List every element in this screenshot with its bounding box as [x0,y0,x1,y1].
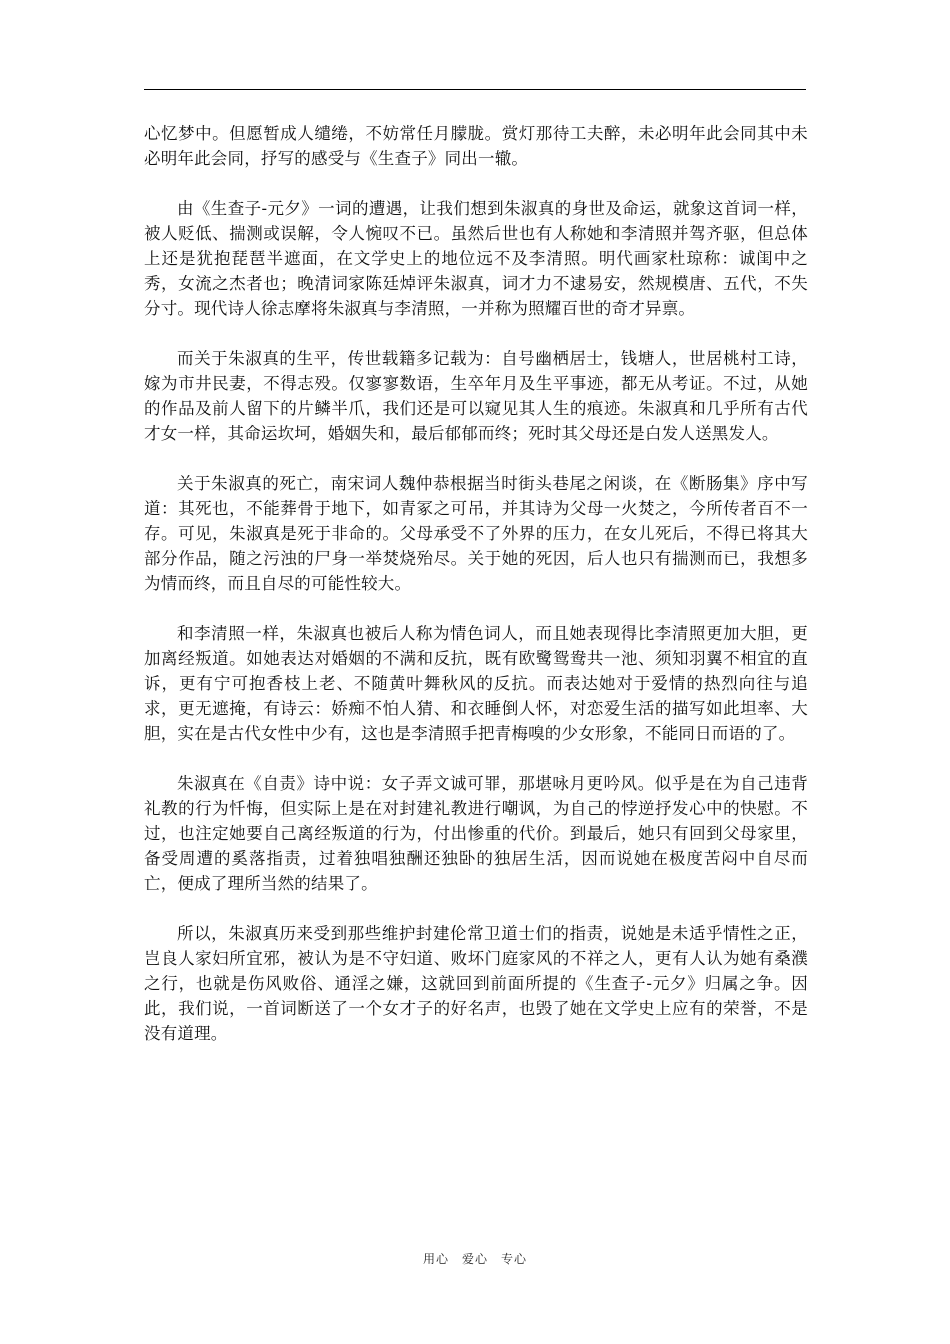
document-body [144,121,808,1071]
paragraph: 由《生查子-元夕》一词的遭遇，让我们想到朱淑真的身世及命运，就象这首词一样，被人贬低、揣测或误解，令人惋叹不已。虽然后世也有人称她和李清照并驾齐驱，但总体上还是犹抱琵琶半遮面，在文学史上的地位远不及李清照。明代画家杜琼称：诚闺中之秀，女流之杰者也；晚清词家陈廷焯评朱淑真，词才力不逮易安，然规模唐、五代，不失分寸。现代诗人徐志摩将朱淑真与李清照，一并称为照耀百世的奇才异禀。 [144,199,808,318]
page-footer: 用心 爱心 专心 [422,1252,527,1266]
paragraph: 和李清照一样，朱淑真也被后人称为情色词人，而且她表现得比李清照更加大胆，更加离经叛道。如她表达对婚姻的不满和反抗，既有欧鹭鸳鸯共一池、须知羽翼不相宜的直诉，更有宁可抱香枝上老、不随黄叶舞秋风的反抗。而表达她对于爱情的热烈向往与追求，更无遮掩，有诗云：娇痴不怕人猜、和衣睡倒人怀，对恋爱生活的描写如此坦率、大胆，实在是古代女性中少有，这也是李清照手把青梅嗅的少女形象，不能同日而语的了。 [144,624,808,743]
paragraph: 朱淑真在《自责》诗中说：女子弄文诚可罪，那堪咏月更吟风。似乎是在为自己违背礼教的行为忏悔，但实际上是在对封建礼教进行嘲讽，为自己的悖逆抒发心中的快慰。不过，也注定她要自己离经叛道的行为，付出惨重的代价。到最后，她只有回到父母家里，备受周遭的奚落指责，过着独唱独酬还独卧的独居生活，因而说她在极度苦闷中自尽而亡，便成了理所当然的结果了。 [144,774,808,893]
paragraph-continuation: 心忆梦中。但愿暂成人缱绻，不妨常任月朦胧。赏灯那待工夫醉，未必明年此会同其中未必明年此会同，抒写的感受与《生查子》同出一辙。 [144,124,808,168]
paragraph: 所以，朱淑真历来受到那些维护封建伦常卫道士们的指责，说她是未适乎情性之正，岂良人家妇所宜邪，被认为是不守妇道、败坏门庭家风的不祥之人，更有人认为她有桑濮之行，也就是伤风败俗、通淫之嫌，这就回到前面所提的《生查子-元夕》归属之争。因此，我们说，一首词断送了一个女才子的好名声，也毁了她在文学史上应有的荣誉，不是没有道理。 [144,924,808,1043]
paragraph: 而关于朱淑真的生平，传世载籍多记载为：自号幽栖居士，钱塘人，世居桃村工诗，嫁为市井民妻，不得志殁。仅寥寥数语，生卒年月及生平事迹，都无从考证。不过，从她的作品及前人留下的片鳞半爪，我们还是可以窥见其人生的痕迹。朱淑真和几乎所有古代才女一样，其命运坎坷，婚姻失和，最后郁郁而终；死时其父母还是白发人送黑发人。 [144,349,808,443]
header-rule [144,89,806,90]
paragraph: 关于朱淑真的死亡，南宋词人魏仲恭根据当时街头巷尾之闲谈，在《断肠集》序中写道：其死也，不能葬骨于地下，如青冢之可吊，并其诗为父母一火焚之，今所传者百不一存。可见，朱淑真是死于非命的。父母承受不了外界的压力，在女儿死后，不得已将其大部分作品，随之污浊的尸身一举焚烧殆尽。关于她的死因，后人也只有揣测而已，我想多为情而终，而且自尽的可能性较大。 [144,474,808,593]
